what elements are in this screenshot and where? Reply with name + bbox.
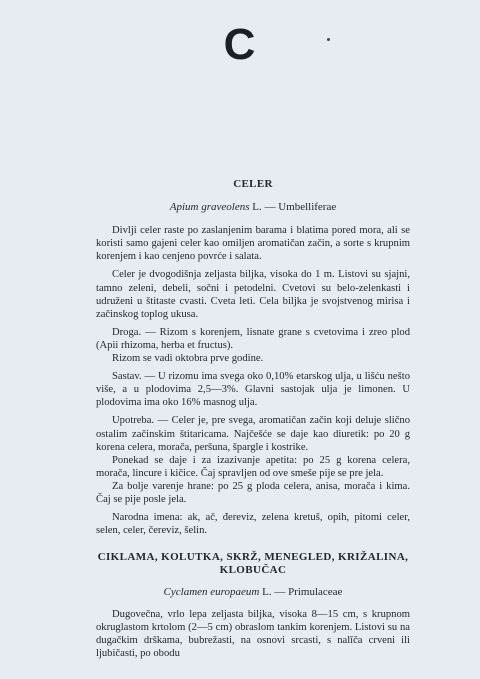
section-letter: C <box>223 20 257 69</box>
ink-speck <box>327 38 330 41</box>
latin-name: Cyclamen europaeum <box>163 586 260 598</box>
paragraph: Za bolje varenje hrane: po 25 g ploda celera, anisa, morača i kima. Čaj se pije posle jela. <box>96 480 410 505</box>
paragraph: Ponekad se daje i za izazivanje apetita: po 25 g korena celera, morača, lincure i kičice. Čaj spravljen od ove smeše pije se pre jela. <box>96 454 410 479</box>
paragraph: Sastav. — U rizomu ima svega oko 0,10% etarskog ulja, u lišću nešto više, a u plodovima 2,5—3%. Glavni sastojak ulja je limonen. U plodovima ima oko 16% masnog ulja. <box>96 371 410 409</box>
latin-name-line <box>96 201 410 214</box>
latin-name-line <box>96 586 410 599</box>
paragraph: Upotreba. — Celer je, pre svega, aromatičan začin koji deluje slično ostalim začinskim štitaricama. Najčešće se daje kao diuretik: po 20 g korena celera, morača, peršuna, špargle i kostrike. <box>96 415 410 453</box>
latin-name: Apium graveolens <box>169 201 250 214</box>
entry-celer <box>96 178 410 537</box>
paragraph: Narodna imena: ak, ač, đereviz, zelena kretuš, opih, pitomi celer, selen, celer, čereviz, šelin. <box>96 512 410 537</box>
paragraph: Rizom se vadi oktobra prve godine. <box>112 353 264 365</box>
paragraph: Divlji celer raste po zaslanjenim barama i blatima pored mora, ali se koristi samo gajeni celer kao omiljen aromatičan začin, a sorte s krupnim korenjem i kao cenjeno povrće i salata. <box>96 225 410 263</box>
entry-ciklama <box>96 551 410 660</box>
entry-title-celer: CELER <box>233 178 273 190</box>
family-name: L. — Umbelliferae <box>249 201 337 214</box>
paragraph: Dugovečna, vrlo lepa zeljasta biljka, visoka 8—15 cm, s krupnom okruglastom krtolom (2—5 cm) obraslom tankim korenjem. Listovi su na dugačkim drškama, bubrežasti, na osnovi srcasti, s nalīča crveni ili ljubičasti, po obodu <box>96 609 410 660</box>
family-name: L. — Primulaceae <box>259 586 343 598</box>
entry-title-ciklama: CIKLAMA, KOLUTKA, SKRŽ, MENEGLED, KRIŽALINA, KLOBUČAC <box>97 551 409 576</box>
paragraph: Droga. — Rizom s korenjem, lisnate grane s cvetovima i zreo plod (Apii rhizoma, herba et fructus). <box>96 326 410 351</box>
paragraph: Celer je dvogodišnja zeljasta biljka, visoka do 1 m. Listovi su sjajni, tamno zeleni, debeli, sočni i petodelni. Cvetovi su belo-zelenkasti i udruženi u štitaste cvasti. Cveta leti. Cela biljka je svojstvenog mirisa i začinskog toplog ukusa. <box>96 269 410 320</box>
